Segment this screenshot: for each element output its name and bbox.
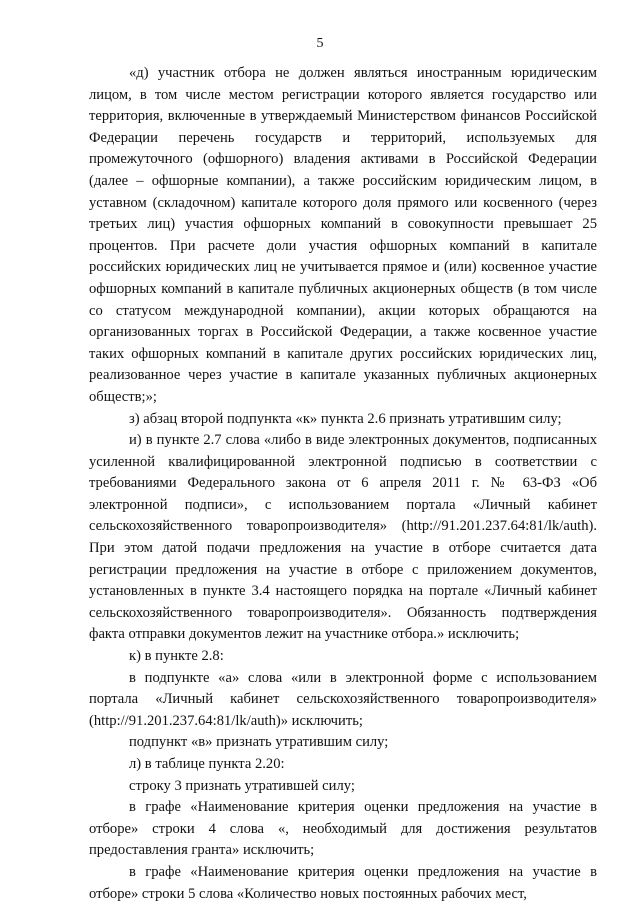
paragraph-k: к) в пункте 2.8: — [129, 648, 224, 665]
paragraph-i: и) в пункте 2.7 слова «либо в виде электронных документов, подписанных усиленной квалифицированной электронной подписью в соответствии с требованиями Федерального закона от 6 апреля 2011 г. № 63-ФЗ «Об электронной подписи», с использованием портала «Личный кабинет сельскохозяйственного товаропроизводителя» (http://91.201.237.64:81/lk/auth). При этом датой подачи предложения на участие в отборе считается дата регистрации предложения на участие в отборе с приложением документов, установленных в пункте 3.4 настоящего порядка на портале «Личный кабинет сельскохозяйственного товаропроизводителя». Обязанность подтверждения факта отправки документов лежит на участнике отбора.» исключить; — [89, 432, 597, 643]
paragraph-k-subpoint-a: в подпункте «а» слова «или в электронной форме с использованием портала «Личный кабинет сельскохозяйственного товаропроизводителя» (http://91.201.237.64:81/lk/auth)» исключить; — [89, 669, 597, 729]
page-number: 5 — [316, 36, 324, 51]
paragraph-d-offshore: «д) участник отбора не должен являться иностранным юридическим лицом, в том числе местом регистрации которого является государство или территория, включенные в утверждаемый Министерством финансов Российской Федерации перечень государств и территорий, используемых для промежуточного (офшорного) владения активами в Российской Федерации (далее – офшорные компании), а также российским юридическим лицом, в уставном (складочном) капитале которого доля прямого или косвенного (через третьих лиц) участия офшорных компаний в совокупности превышает 25 процентов. При расчете доли участия офшорных компаний в капитале российских юридических лиц не учитывается прямое и (или) косвенное участие офшорных компаний в капитале публичных акционерных обществ (в том числе со статусом международной компании), акции которых обращаются на организованных торгах в Российской Федерации, а также косвенное участие таких офшорных компаний в капитале других российских юридических лиц, реализованное через участие в капитале указанных публичных акционерных обществ;»; — [89, 65, 597, 405]
paragraph-l-row-5: в графе «Наименование критерия оценки предложения на участие в отборе» строки 5 слова «Количество новых постоянных рабочих мест, — [89, 863, 597, 902]
paragraph-k-subpoint-v: подпункт «в» признать утратившим силу; — [129, 734, 389, 751]
paragraph-l-row-3: строку 3 признать утратившей силу; — [129, 777, 355, 794]
paragraph-l-row-4: в графе «Наименование критерия оценки предложения на участие в отборе» строки 4 слова «, необходимый для достижения результатов предоставления гранта» исключить; — [89, 799, 597, 859]
paragraph-z: з) абзац второй подпункта «к» пункта 2.6 признать утратившим силу; — [129, 410, 562, 427]
paragraph-l: л) в таблице пункта 2.20: — [129, 756, 285, 772]
document-body — [89, 63, 597, 905]
